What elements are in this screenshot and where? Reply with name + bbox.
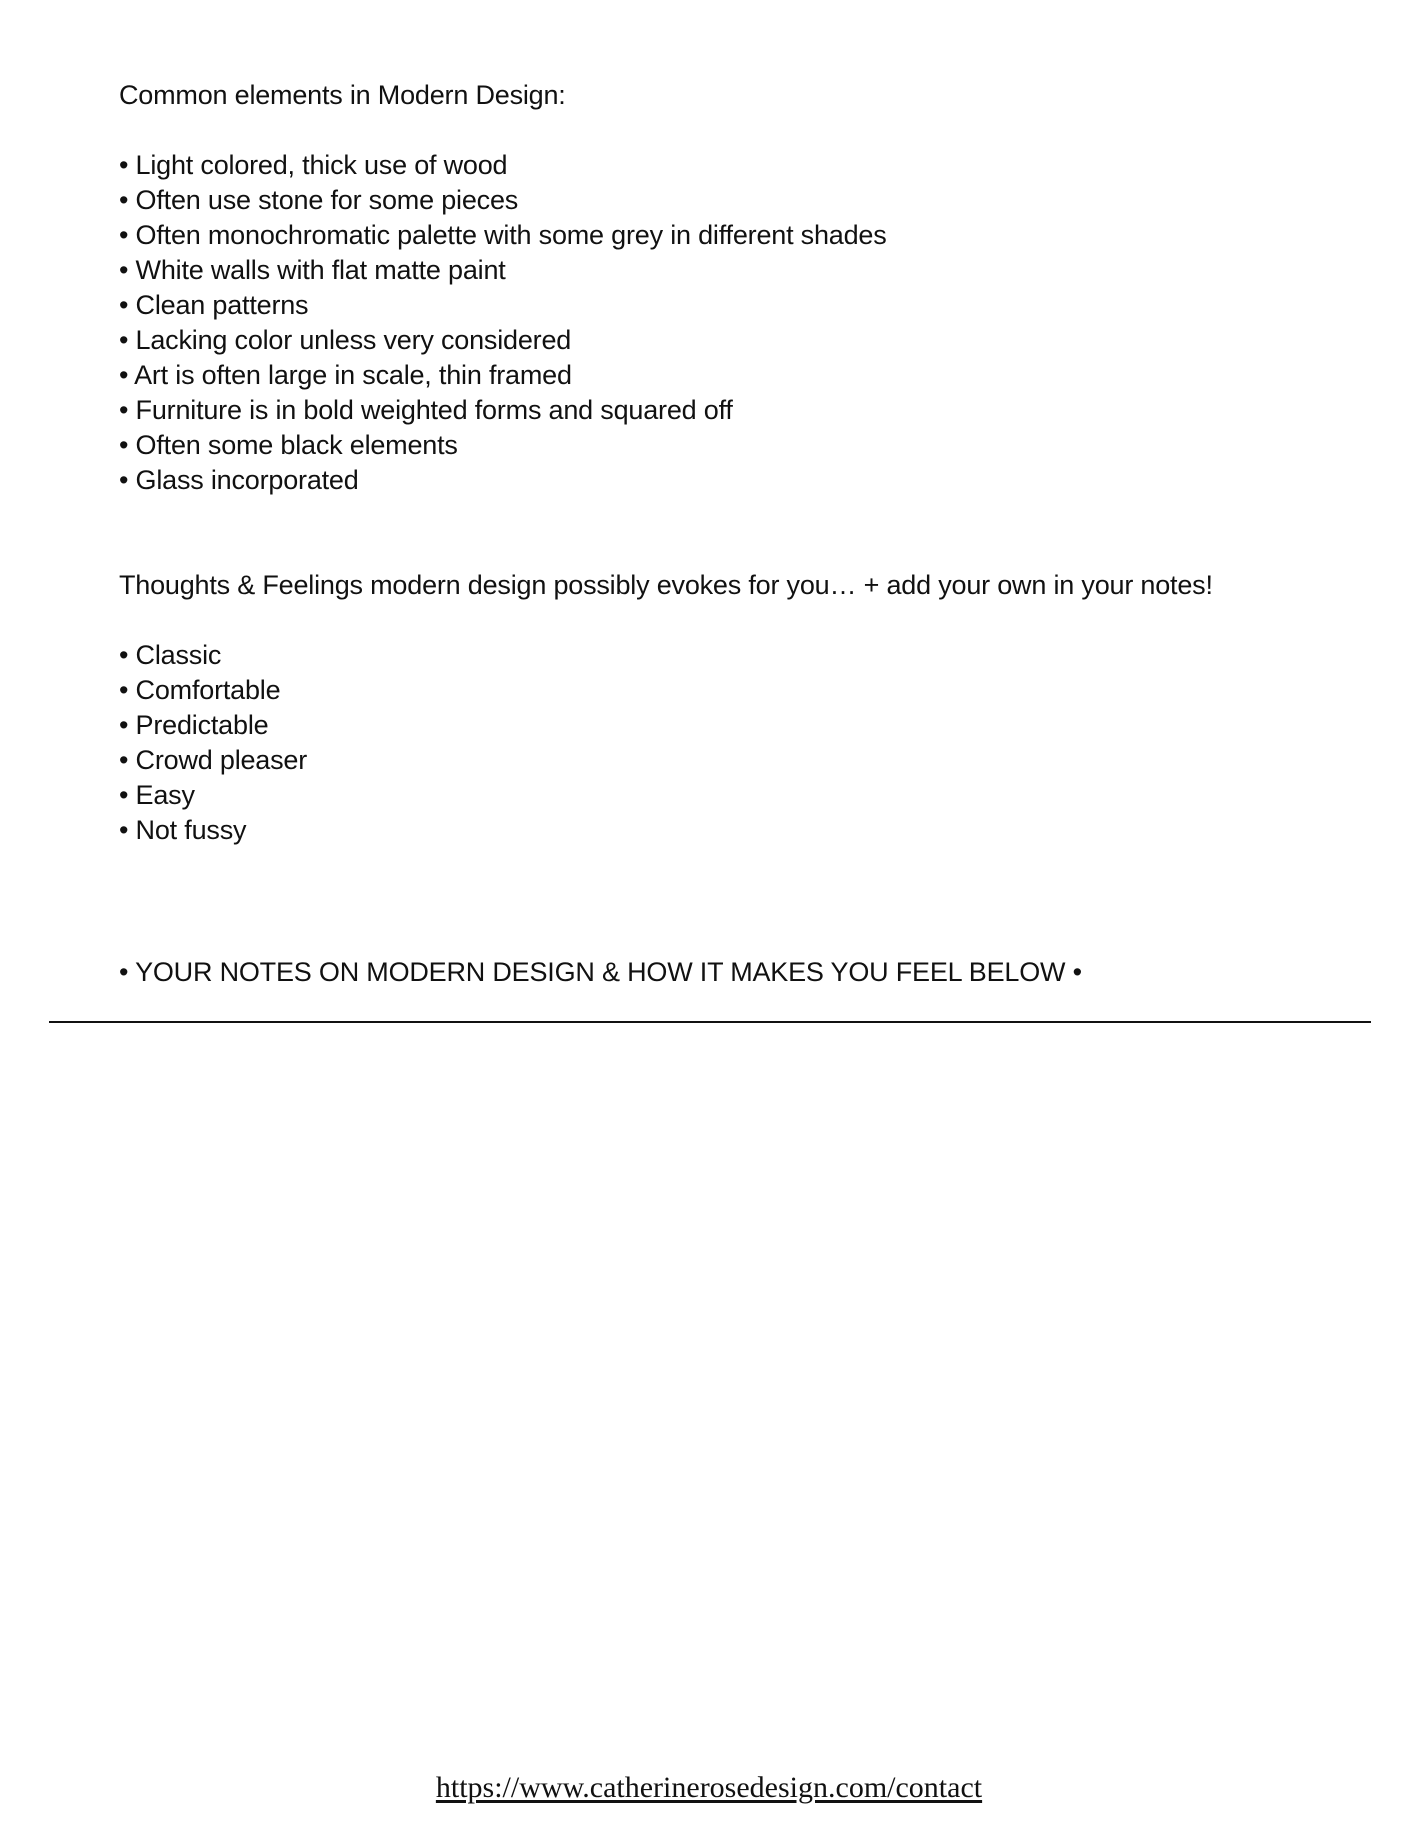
thoughts-feelings-list (119, 638, 1299, 848)
list-item: • Classic (119, 640, 222, 670)
list-item: • Clean patterns (119, 290, 309, 320)
list-item: • Often some black elements (119, 430, 458, 460)
notes-heading: • YOUR NOTES ON MODERN DESIGN & HOW IT MAKES YOU FEEL BELOW • (119, 957, 1082, 987)
document-body (119, 78, 1299, 848)
list-item: • Not fussy (119, 815, 247, 845)
list-item: • Easy (119, 780, 195, 810)
list-item: • Lacking color unless very considered (119, 325, 572, 355)
list-item: • Art is often large in scale, thin framed (119, 360, 572, 390)
list-item: • Light colored, thick use of wood (119, 150, 508, 180)
common-elements-heading: Common elements in Modern Design: (119, 80, 566, 110)
thoughts-feelings-heading: Thoughts & Feelings modern design possibly evokes for you… + add your own in your notes! (119, 570, 1213, 600)
list-item: • Crowd pleaser (119, 745, 308, 775)
contact-link[interactable]: https://www.catherinerosedesign.com/contact (435, 1771, 983, 1804)
list-item: • Often use stone for some pieces (119, 185, 519, 215)
list-item: • White walls with flat matte paint (119, 255, 506, 285)
notes-divider-line (49, 1021, 1371, 1023)
list-item: • Comfortable (119, 675, 281, 705)
common-elements-list (119, 148, 1299, 498)
list-item: • Often monochromatic palette with some grey in different shades (119, 220, 887, 250)
thoughts-feelings-section (119, 568, 1299, 848)
common-elements-section (119, 78, 1299, 498)
list-item: • Predictable (119, 710, 269, 740)
list-item: • Glass incorporated (119, 465, 359, 495)
list-item: • Furniture is in bold weighted forms and squared off (119, 395, 733, 425)
